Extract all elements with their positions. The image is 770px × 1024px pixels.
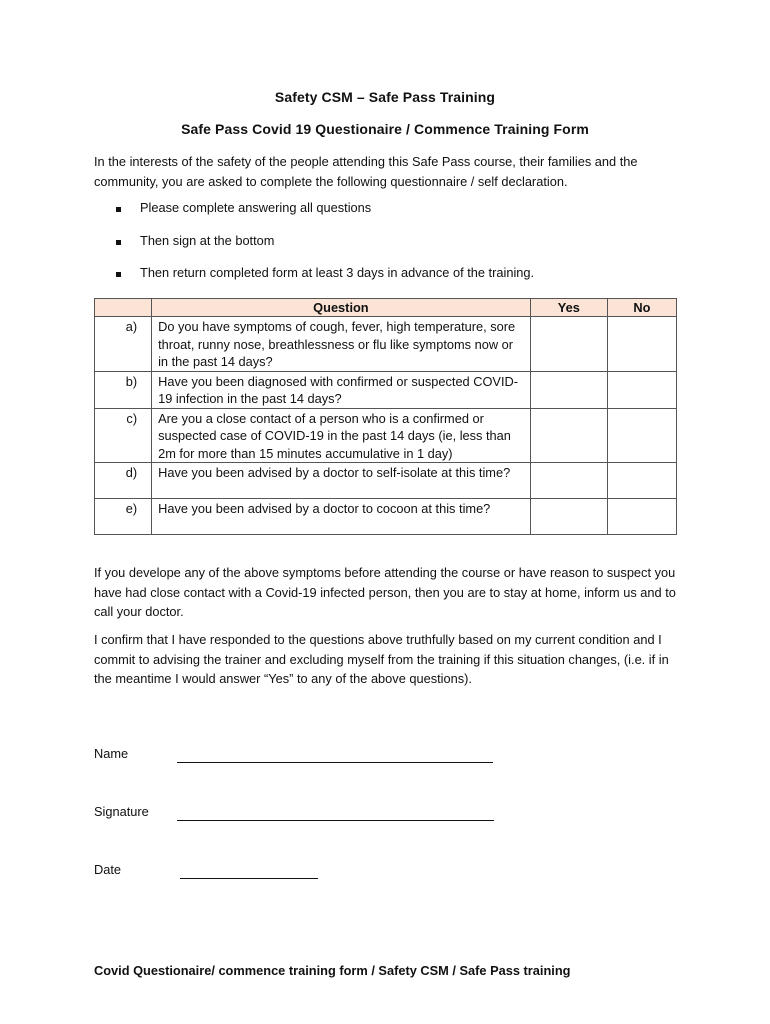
no-answer-cell[interactable]	[607, 371, 676, 408]
header-yes: Yes	[530, 299, 607, 317]
table-row	[95, 317, 677, 372]
row-letter: e)	[95, 499, 152, 535]
list-item	[0, 200, 770, 220]
no-answer-cell[interactable]	[607, 317, 676, 372]
document-title: Safety CSM – Safe Pass Training	[274, 89, 496, 105]
bullet-icon	[116, 207, 121, 212]
list-item-text: Then return completed form at least 3 days in advance of the training.	[140, 265, 535, 280]
document-subtitle: Safe Pass Covid 19 Questionaire / Commence Training Form	[181, 121, 589, 137]
no-answer-cell[interactable]	[607, 463, 676, 499]
symptoms-note: If you develope any of the above symptoms before attending the course or have reason to suspect you have had close contact with a Covid-19 infected person, then you are to stay at home, inform us and to call your doctor.	[94, 565, 676, 619]
table-row	[95, 499, 677, 535]
intro-paragraph: In the interests of the safety of the people attending this Safe Pass course, their families and the community, you are asked to complete the following questionnaire / self declaration.	[94, 154, 638, 189]
name-label: Name	[94, 746, 129, 761]
confirmation-statement: I confirm that I have responded to the questions above truthfully based on my current condition and I commit to advising the trainer and excluding myself from the training if this situation changes, (i.e. if in the meantime I would answer “Yes” to any of the above questions).	[94, 632, 669, 686]
question-text: Are you a close contact of a person who is a confirmed or suspected case of COVID-19 in the past 14 days (ie, less than 2m for more than 15 minutes accumulative in 1 day)	[152, 408, 531, 463]
yes-answer-cell[interactable]	[530, 317, 607, 372]
row-letter: c)	[95, 408, 152, 463]
header-question: Question	[152, 299, 531, 317]
table-row	[95, 463, 677, 499]
name-field[interactable]	[177, 762, 493, 763]
yes-answer-cell[interactable]	[530, 408, 607, 463]
yes-answer-cell[interactable]	[530, 371, 607, 408]
yes-answer-cell[interactable]	[530, 499, 607, 535]
question-text: Have you been advised by a doctor to cocoon at this time?	[152, 499, 531, 535]
header-no: No	[607, 299, 676, 317]
list-item	[0, 233, 770, 253]
date-field[interactable]	[180, 878, 318, 879]
header-letter	[95, 299, 152, 317]
table-header-row	[95, 299, 677, 317]
bullet-icon	[116, 272, 121, 277]
no-answer-cell[interactable]	[607, 499, 676, 535]
question-text: Have you been diagnosed with confirmed or suspected COVID-19 infection in the past 14 days?	[152, 371, 531, 408]
bullet-icon	[116, 240, 121, 245]
row-letter: d)	[95, 463, 152, 499]
questionnaire-table	[94, 298, 677, 535]
table-row	[95, 408, 677, 463]
no-answer-cell[interactable]	[607, 408, 676, 463]
page-footer: Covid Questionaire/ commence training form / Safety CSM / Safe Pass training	[94, 963, 571, 978]
table-row	[95, 371, 677, 408]
list-item	[0, 265, 770, 285]
list-item-text: Please complete answering all questions	[140, 200, 372, 215]
date-label: Date	[94, 862, 122, 877]
row-letter: b)	[95, 371, 152, 408]
yes-answer-cell[interactable]	[530, 463, 607, 499]
question-text: Have you been advised by a doctor to self-isolate at this time?	[152, 463, 531, 499]
list-item-text: Then sign at the bottom	[140, 233, 275, 248]
signature-label: Signature	[94, 804, 149, 819]
row-letter: a)	[95, 317, 152, 372]
question-text: Do you have symptoms of cough, fever, high temperature, sore throat, runny nose, breathlessness or flu like symptoms now or in the past 14 days?	[152, 317, 531, 372]
signature-field[interactable]	[177, 820, 494, 821]
